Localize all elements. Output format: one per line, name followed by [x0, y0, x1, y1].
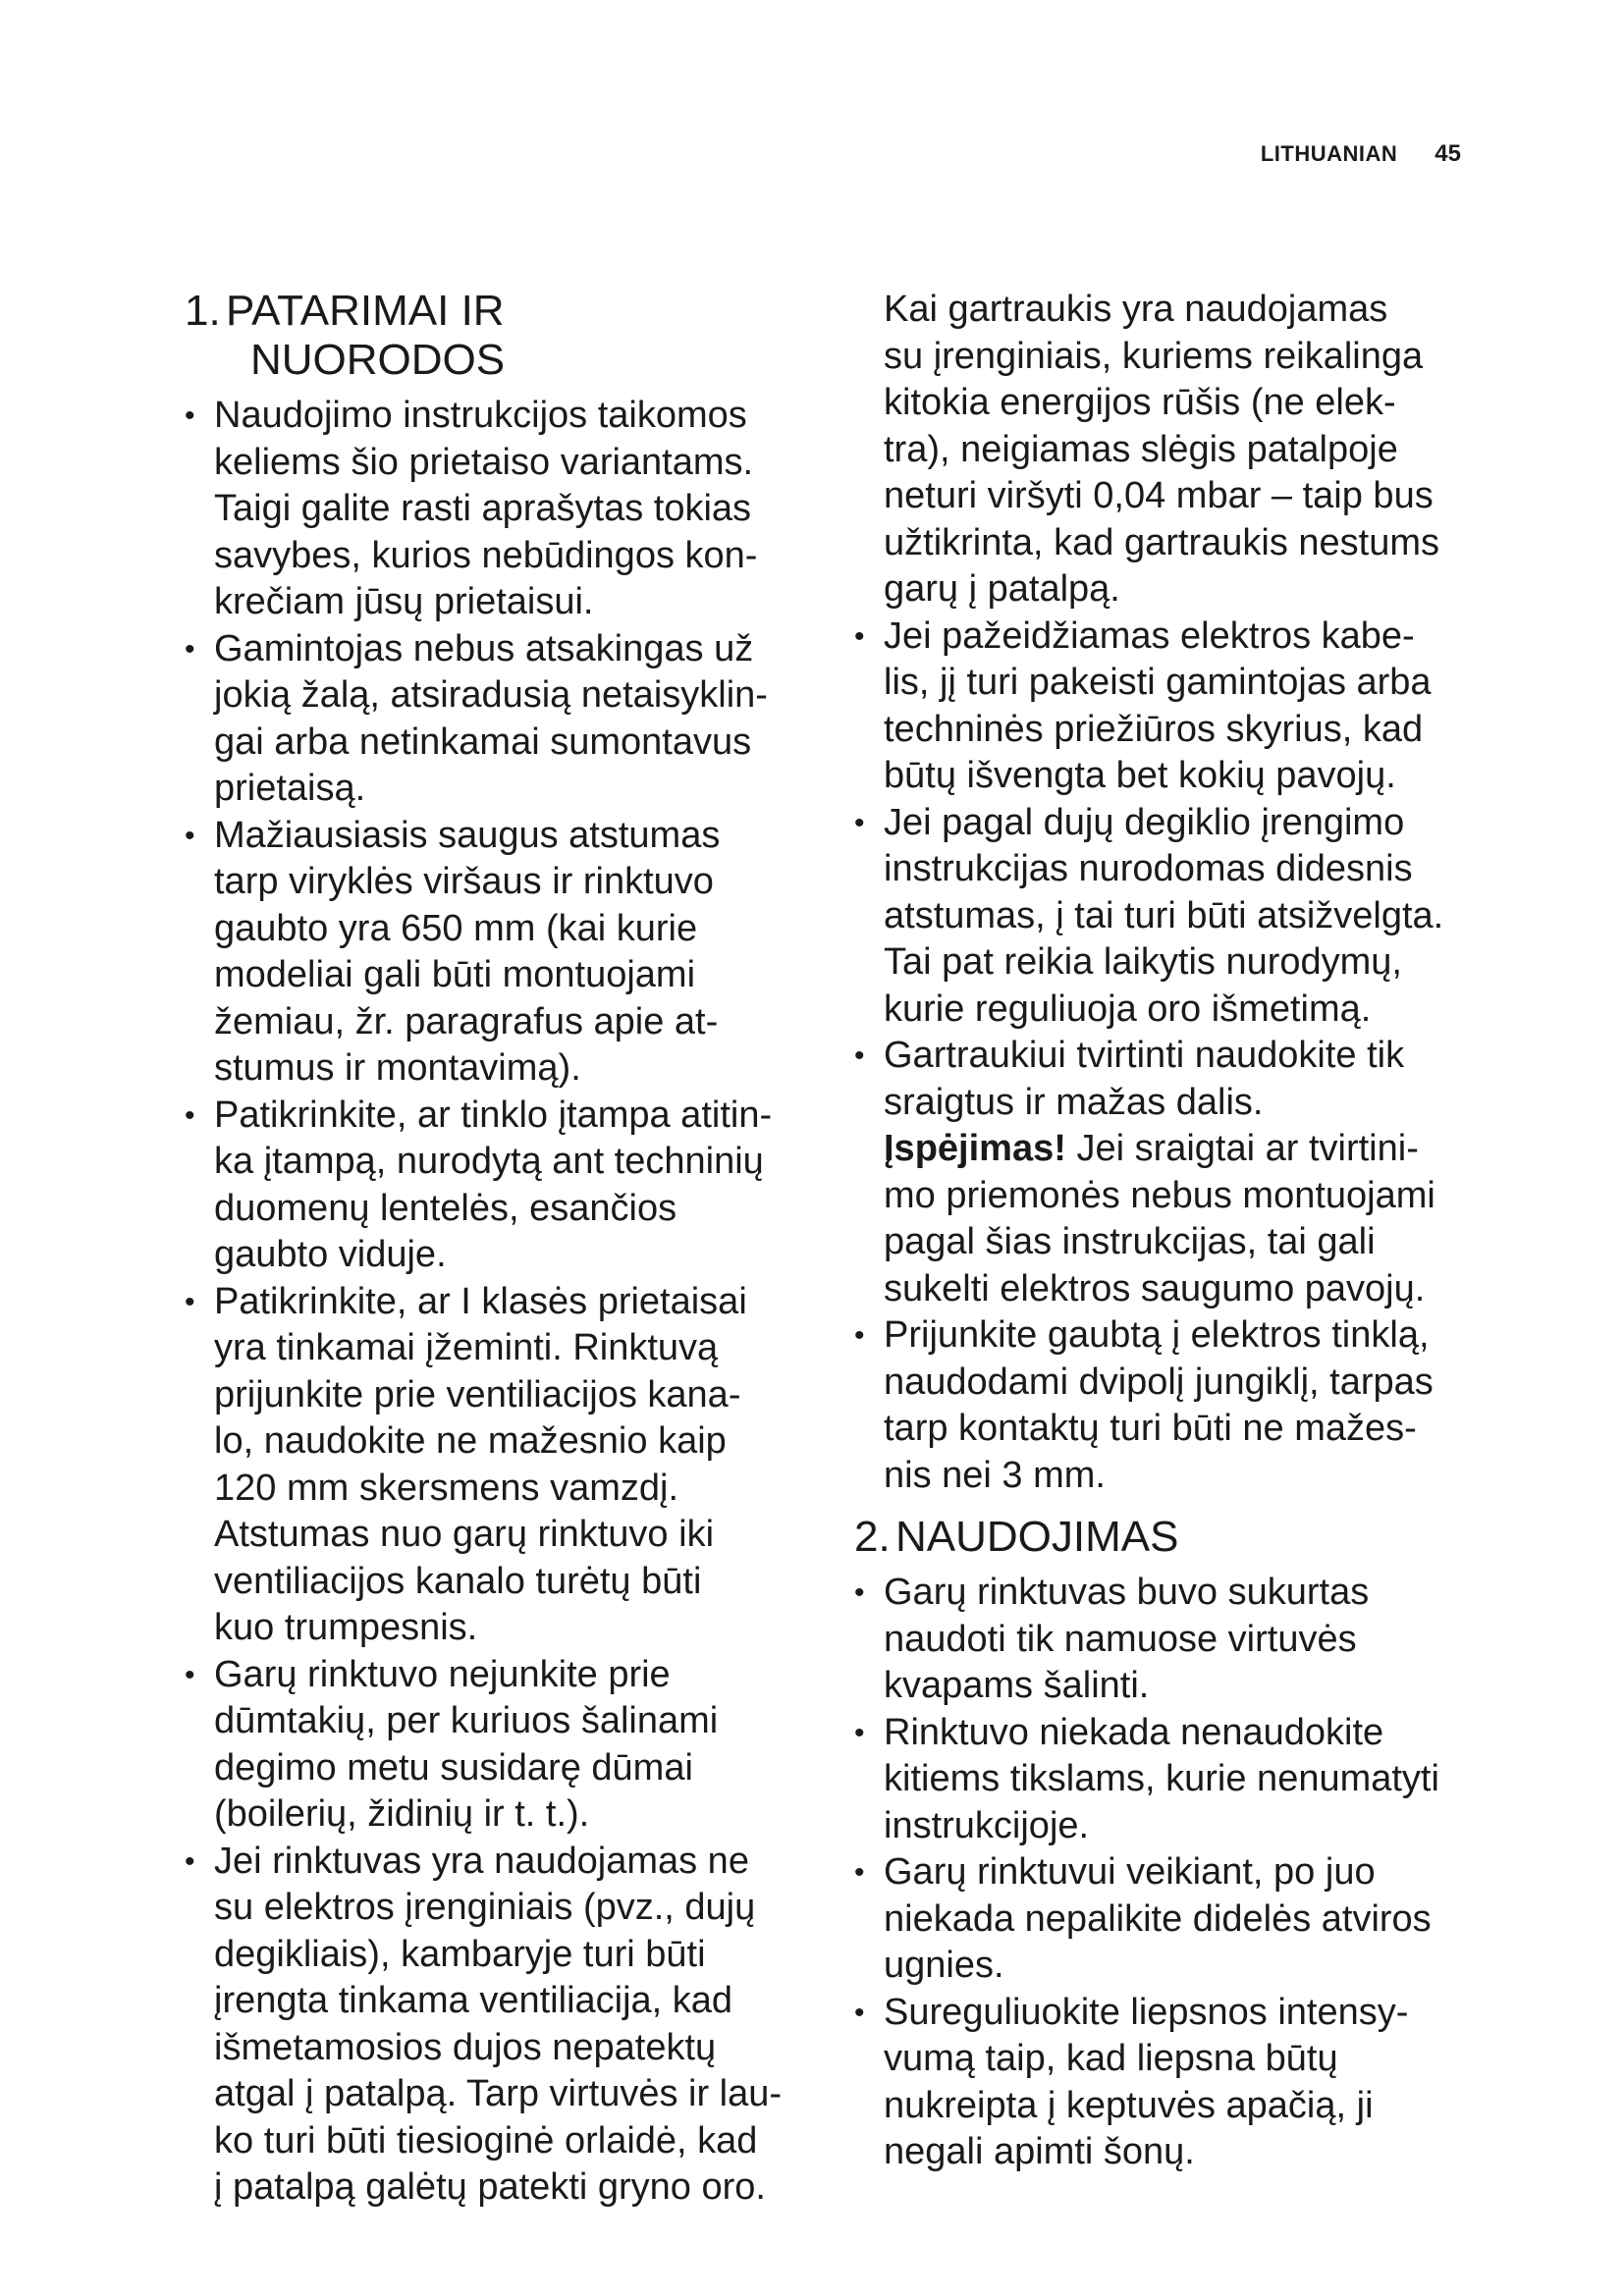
bullet-line: Atstumas nuo garų rinktuvo iki [214, 1514, 715, 1555]
paragraph-line: kitokia energijos rūšis (ne elek- [884, 382, 1396, 423]
bullet-line: atstumas, į tai turi būti atsižvelgta. [884, 894, 1444, 936]
bullet-line: į patalpą galėtų patekti gryno oro. [214, 2166, 766, 2208]
paragraph-line: neturi viršyti 0,04 mbar – taip bus [884, 475, 1434, 516]
bullet-line: lo, naudokite ne mažesnio kaip [214, 1420, 727, 1462]
bullet-line: • Jei rinktuvas yra naudojamas ne [214, 1840, 749, 1882]
bullet-line: Taigi galite rasti aprašytas tokias [214, 488, 752, 529]
continuation-paragraph [854, 287, 1512, 614]
bullet-line: ugnies. [884, 1945, 1004, 1986]
bullet-line: stumus ir montavimą). [214, 1047, 581, 1089]
bullet-line: tarp kontaktų turi būti ne mažes- [884, 1408, 1417, 1449]
paragraph-line: su įrenginiais, kuriems reikalinga [884, 335, 1424, 377]
running-header [1261, 140, 1461, 168]
bullet-line: • Prijunkite gaubtą į elektros tinklą, [884, 1314, 1430, 1356]
bullet-line: • Garų rinktuvo nejunkite prie [214, 1653, 671, 1695]
bullet-line: atgal į patalpą. Tarp virtuvės ir lau- [214, 2073, 783, 2114]
bullet-item [185, 1279, 842, 1652]
bullet-line: gai arba netinkamai sumontavus [214, 721, 752, 763]
page-number: 45 [1435, 140, 1461, 167]
bullet-line: • Gamintojas nebus atsakingas už [214, 627, 754, 669]
bullet-line: gaubto viduje. [214, 1234, 447, 1275]
warning-text: Jei sraigtai ar tvirtini- [1076, 1128, 1419, 1169]
bullet-line: • Jei pažeidžiamas elektros kabe- [884, 614, 1415, 657]
bullet-line: savybes, kurios nebūdingos kon- [214, 534, 758, 576]
warning-line: mo priemonės nebus montuojami [884, 1174, 1435, 1216]
bullet-line: naudoti tik namuose virtuvės [884, 1618, 1357, 1660]
bullet-line: duomenų lentelės, esančios [214, 1187, 677, 1229]
bullet-line: tarp viryklės viršaus ir rinktuvo [214, 861, 714, 902]
bullet-item [185, 813, 842, 1093]
bullet-item [854, 1312, 1512, 1499]
bullet-line: naudodami dvipolį jungiklį, tarpas [884, 1361, 1434, 1403]
bullet-line: kuo trumpesnis. [214, 1607, 478, 1648]
bullet-line: jokią žalą, atsiradusią netaisyklin- [214, 674, 768, 716]
bullet-line: su elektros įrenginiais (pvz., dujų [214, 1887, 756, 1928]
section-1-title-line-1: PATARIMAI IR [226, 287, 505, 335]
bullet-line: negali apimti šonų. [884, 2131, 1195, 2172]
right-column [854, 287, 1512, 2176]
bullet-item [185, 626, 842, 813]
bullet-line: nukreipta į keptuvės apačią, ji [884, 2084, 1374, 2126]
warning-label: Įspėjimas! [884, 1128, 1066, 1169]
bullet-line: sraigtus ir mažas dalis. [884, 1081, 1264, 1123]
bullet-line: ka įtampą, nurodytą ant techninių [214, 1141, 764, 1182]
bullet-line: kitiems tikslams, kurie nenumatyti [884, 1758, 1439, 1799]
bullet-item [185, 1652, 842, 1839]
section-1-title-line-2: NUORODOS [250, 336, 506, 384]
bullet-line: • Patikrinkite, ar I klasės prietaisai [214, 1280, 747, 1322]
bullet-line: • Naudojimo instrukcijos taikomos [214, 395, 747, 436]
bullet-line: kurie reguliuoja oro išmetimą. [884, 988, 1372, 1030]
bullet-line: gaubto yra 650 mm (kai kurie [214, 907, 698, 949]
bullet-line: degimo metu susidarę dūmai [214, 1746, 693, 1789]
paragraph-line: tra), neigiamas slėgis patalpoje [884, 428, 1398, 470]
section-2-bullet-list [854, 1570, 1512, 2176]
bullet-line: būtų išvengta bet kokių pavojų. [884, 755, 1396, 796]
section-2-number: 2. [854, 1513, 891, 1561]
bullet-item [854, 800, 1512, 1034]
bullet-line: ventiliacijos kanalo turėtų būti [214, 1560, 702, 1602]
paragraph-line: Kai gartraukis yra naudojamas [884, 289, 1388, 330]
bullet-line: išmetamosios dujos nepatektų [214, 2026, 717, 2068]
bullet-line: prijunkite prie ventiliacijos kana- [214, 1373, 741, 1415]
bullet-line: įrengta tinkama ventiliacija, kad [214, 1980, 733, 2021]
bullet-line: Tai pat reikia laikytis nurodymų, [884, 941, 1402, 983]
bullet-line: niekada nepalikite didelės atviros [884, 1897, 1432, 1940]
bullet-item [185, 393, 842, 626]
bullet-line: • Jei pagal dujų degiklio įrengimo [884, 801, 1405, 843]
section-2-title [854, 1513, 1512, 1562]
warning-line: sukelti elektros saugumo pavojų. [884, 1267, 1426, 1309]
bullet-line: • Gartraukiui tvirtinti naudokite tik [884, 1035, 1405, 1076]
bullet-item [185, 1839, 842, 2212]
bullet-line: vumą taip, kad liepsna būtų [884, 2038, 1338, 2079]
bullet-line: • Patikrinkite, ar tinklo įtampa atitin- [214, 1094, 773, 1136]
bullet-item [854, 1033, 1512, 1312]
header-language: LITHUANIAN [1260, 141, 1398, 166]
bullet-line: • Mažiausiasis saugus atstumas [214, 814, 721, 856]
bullet-line: krečiam jūsų prietaisui. [214, 581, 594, 622]
bullet-item [854, 1570, 1512, 1710]
bullet-line: • Sureguliuokite liepsnos intensy- [884, 1991, 1409, 2033]
bullet-line: degikliais), kambaryje turi būti [214, 1933, 706, 1975]
left-column [185, 287, 842, 2212]
warning-line: pagal šias instrukcijas, tai gali [884, 1221, 1376, 1262]
bullet-item [854, 1990, 1512, 2176]
bullet-line: • Garų rinktuvui veikiant, po juo [884, 1851, 1376, 1893]
section-1-number: 1. [185, 287, 221, 335]
bullet-item [854, 1849, 1512, 1990]
bullet-line: dūmtakių, per kuriuos šalinami [214, 1700, 719, 1741]
bullet-line: techninės priežiūros skyrius, kad [884, 708, 1424, 750]
bullet-line: yra tinkamai įžeminti. Rinktuvą [214, 1327, 719, 1368]
bullet-line: keliems šio prietaiso variantams. [214, 441, 754, 483]
bullet-line: modeliai gali būti montuojami [214, 954, 696, 995]
bullet-line: • Rinktuvo niekada nenaudokite [884, 1711, 1384, 1753]
bullet-line: (boilerių, židinių ir t. t.). [214, 1793, 590, 1835]
bullet-line: 120 mm skersmens vamzdį. [214, 1467, 679, 1509]
warning-line [884, 1126, 1512, 1173]
bullet-line: • Garų rinktuvas buvo sukurtas [884, 1572, 1370, 1613]
bullet-line: instrukcijoje. [884, 1804, 1090, 1846]
section-2-title-text: NAUDOJIMAS [895, 1513, 1179, 1561]
bullet-line: kvapams šalinti. [884, 1665, 1150, 1706]
bullet-line: ko turi būti tiesioginė orlaidė, kad [214, 2119, 758, 2162]
right-bullet-list [854, 614, 1512, 1500]
section-1-title [185, 287, 842, 385]
bullet-item [854, 614, 1512, 800]
section-1-bullet-list [185, 393, 842, 2212]
bullet-line: nis nei 3 mm. [884, 1454, 1106, 1496]
bullet-line: instrukcijas nurodomas didesnis [884, 848, 1413, 889]
bullet-line: žemiau, žr. paragrafus apie at- [214, 1000, 719, 1042]
bullet-line: prietaisą. [214, 768, 366, 809]
paragraph-line: garų į patalpą. [884, 568, 1120, 610]
bullet-line: lis, jį turi pakeisti gamintojas arba [884, 662, 1432, 703]
bullet-item [854, 1710, 1512, 1850]
bullet-item [185, 1093, 842, 1279]
paragraph-line: užtikrinta, kad gartraukis nestums [884, 521, 1440, 563]
